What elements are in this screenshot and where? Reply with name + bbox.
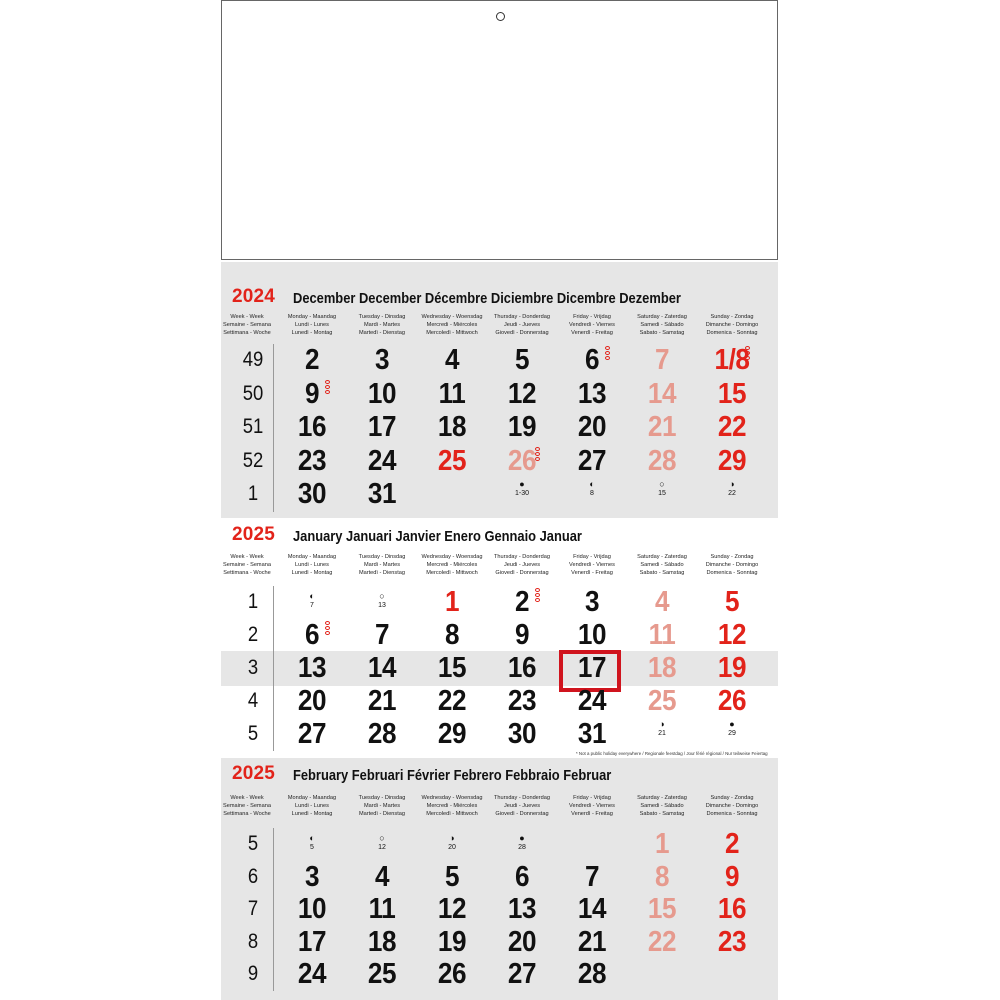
calendar-day[interactable]: 13 bbox=[577, 377, 607, 410]
calendar-day[interactable]: 9 bbox=[514, 619, 530, 651]
calendar-day[interactable]: 21 bbox=[367, 685, 397, 717]
calendar-day[interactable]: 9 bbox=[724, 860, 740, 893]
weekday-header bbox=[627, 314, 697, 337]
calendar-day[interactable]: 15 bbox=[437, 652, 467, 684]
weekday-header-line: Sabato - Samstag bbox=[639, 810, 685, 817]
week-number: 49 bbox=[242, 348, 264, 371]
week-header-line: Week - Week bbox=[230, 554, 264, 560]
weekday-header-line: Lundi - Lunes bbox=[295, 561, 329, 568]
calendar-day[interactable]: 7 bbox=[654, 344, 670, 376]
weekday-header-line: Samedi - Sábado bbox=[640, 802, 684, 809]
weekday-header bbox=[277, 314, 347, 337]
calendar-day[interactable]: 8 bbox=[444, 619, 460, 651]
calendar-day[interactable]: 27 bbox=[577, 444, 607, 477]
moon-phase bbox=[277, 834, 347, 852]
weekday-header-line: Giovedì - Donnerstag bbox=[495, 569, 549, 576]
weekday-header bbox=[627, 554, 697, 577]
calendar-day[interactable]: 1 bbox=[444, 586, 460, 618]
moon-phase-icon: ● bbox=[519, 479, 525, 489]
calendar-day[interactable]: 23 bbox=[717, 925, 747, 958]
calendar-day[interactable]: 3 bbox=[374, 344, 390, 376]
moon-phase-date: 12 bbox=[378, 844, 386, 851]
calendar-day[interactable]: 6 bbox=[514, 860, 530, 893]
calendar-day[interactable]: 19 bbox=[437, 925, 467, 958]
moon-phase-icon: ● bbox=[519, 833, 525, 843]
calendar-day[interactable]: 11 bbox=[438, 377, 466, 410]
week-column-divider bbox=[273, 586, 274, 751]
calendar-day[interactable]: 24 bbox=[577, 685, 607, 717]
weekday-header bbox=[487, 314, 557, 337]
weekday-header-line: Jeudi - Jueves bbox=[503, 561, 541, 568]
weekday-header-line: Sabato - Samstag bbox=[639, 569, 685, 576]
calendar-day[interactable]: 2 bbox=[304, 344, 320, 376]
week-number: 5 bbox=[247, 832, 259, 855]
weekday-header-line: Martedì - Dienstag bbox=[358, 569, 405, 576]
calendar-day[interactable]: 18 bbox=[437, 411, 467, 443]
calendar-day[interactable]: 11 bbox=[368, 893, 396, 925]
calendar-day[interactable]: 3 bbox=[584, 586, 600, 618]
weekday-header-line: Sunday - Zondag bbox=[710, 795, 754, 801]
weekday-header bbox=[697, 554, 767, 577]
moon-phase-date: 13 bbox=[378, 602, 386, 609]
moon-phase-icon: ○ bbox=[379, 591, 385, 601]
calendar-day[interactable]: 26 bbox=[507, 444, 537, 477]
calendar-day[interactable]: 22 bbox=[647, 925, 677, 958]
calendar-day[interactable]: 4 bbox=[654, 586, 670, 618]
moon-phase-date: 22 bbox=[728, 490, 736, 497]
calendar-day[interactable]: 7 bbox=[584, 860, 600, 893]
calendar-day[interactable]: 17 bbox=[577, 652, 607, 684]
calendar-day[interactable]: 25 bbox=[367, 958, 397, 990]
calendar-day[interactable]: 14 bbox=[647, 377, 677, 410]
calendar-day[interactable]: 2 bbox=[724, 828, 740, 860]
calendar-day[interactable]: 9 bbox=[304, 377, 320, 410]
month-year: 2025 bbox=[232, 763, 276, 784]
week-number: 2 bbox=[247, 623, 259, 646]
calendar-day[interactable]: 16 bbox=[717, 893, 747, 925]
calendar-day[interactable]: 1/8 bbox=[714, 344, 750, 376]
calendar-day[interactable]: 30 bbox=[507, 718, 537, 750]
week-number: 8 bbox=[247, 929, 259, 953]
weekday-header-line: Sunday - Zondag bbox=[710, 554, 754, 560]
marker-dot bbox=[535, 447, 540, 451]
week-header-line: Week - Week bbox=[230, 795, 264, 801]
weekday-header-line: Tuesday - Dinsdag bbox=[358, 314, 406, 320]
calendar-day[interactable]: 11 bbox=[648, 619, 676, 651]
weekday-header-line: Domenica - Sonntag bbox=[706, 569, 758, 576]
wall-calendar bbox=[221, 0, 778, 1000]
week-column-header bbox=[221, 795, 273, 818]
weekday-header bbox=[487, 795, 557, 818]
weekday-header-line: Domenica - Sonntag bbox=[706, 329, 758, 336]
weekday-header-line: Vendredi - Viernes bbox=[569, 802, 615, 809]
weekday-header-line: Wednesday - Woensdag bbox=[421, 554, 483, 560]
calendar-day[interactable]: 15 bbox=[647, 893, 677, 925]
moon-phase-date: 5 bbox=[310, 844, 314, 851]
moon-phase-date: 28 bbox=[518, 844, 526, 851]
marker-dot bbox=[535, 598, 540, 602]
marker-dot bbox=[745, 346, 750, 350]
weekday-header-line: Lunedì - Montag bbox=[291, 329, 333, 336]
weekday-header-line: Mercoledì - Mittwoch bbox=[426, 329, 478, 336]
calendar-day[interactable]: 22 bbox=[437, 685, 467, 717]
calendar-day[interactable]: 20 bbox=[577, 411, 607, 443]
marker-dot bbox=[325, 631, 330, 635]
week-header-line: Semaine - Semana bbox=[223, 561, 271, 568]
weekday-header bbox=[347, 314, 417, 337]
calendar-day[interactable]: 24 bbox=[367, 444, 397, 477]
week-number: 52 bbox=[242, 448, 264, 472]
calendar-day[interactable]: 15 bbox=[717, 377, 747, 410]
calendar-day[interactable]: 10 bbox=[297, 893, 327, 925]
weekday-header-line: Thursday - Donderdag bbox=[494, 554, 550, 560]
calendar-day[interactable]: 4 bbox=[374, 860, 390, 893]
moon-phase-icon: ◐ bbox=[309, 591, 315, 601]
calendar-day[interactable]: 10 bbox=[367, 377, 397, 410]
weekday-header-line: Venerdì - Freitag bbox=[571, 810, 613, 817]
calendar-day[interactable]: 25 bbox=[647, 685, 677, 717]
weekday-header-line: Lundi - Lunes bbox=[295, 321, 329, 328]
weekday-header-line: Tuesday - Dinsdag bbox=[358, 554, 406, 560]
marker-dot bbox=[535, 457, 540, 461]
calendar-day[interactable]: 5 bbox=[444, 860, 460, 893]
week-number: 1 bbox=[247, 482, 259, 505]
moon-phase-icon: ◑ bbox=[659, 719, 665, 729]
weekday-header bbox=[417, 314, 487, 337]
weekday-header-line: Venerdì - Freitag bbox=[571, 569, 613, 576]
week-number: 3 bbox=[247, 656, 259, 679]
calendar-day[interactable]: 21 bbox=[647, 411, 677, 443]
marker-dot bbox=[535, 593, 540, 597]
weekday-header-line: Lunedì - Montag bbox=[291, 810, 333, 817]
calendar-day[interactable]: 6 bbox=[584, 344, 600, 376]
month-year: 2024 bbox=[232, 286, 276, 307]
week-header-line: Settimana - Woche bbox=[223, 569, 271, 576]
weekday-header-line: Dimanche - Domingo bbox=[705, 802, 759, 809]
weekday-header-line: Saturday - Zaterdag bbox=[637, 795, 687, 801]
weekday-header-line: Monday - Maandag bbox=[287, 554, 337, 560]
weekday-header-line: Dimanche - Domingo bbox=[705, 321, 759, 328]
weekday-header-line: Domenica - Sonntag bbox=[706, 810, 758, 817]
weekday-header-line: Saturday - Zaterdag bbox=[637, 554, 687, 560]
calendar-day[interactable]: 24 bbox=[297, 958, 327, 990]
marker-dot bbox=[605, 351, 610, 355]
month-sheet-2 bbox=[221, 758, 778, 1000]
weekday-header-line: Mardi - Martes bbox=[363, 321, 401, 328]
weekday-header-line: Friday - Vrijdag bbox=[573, 795, 611, 801]
calendar-day[interactable]: 22 bbox=[717, 411, 747, 443]
calendar-day[interactable]: 8 bbox=[654, 860, 670, 893]
marker-dot bbox=[325, 380, 330, 384]
calendar-day[interactable]: 6 bbox=[304, 619, 320, 651]
weekday-header-line: Giovedì - Donnerstag bbox=[495, 329, 549, 336]
weekday-header-line: Lunedì - Montag bbox=[291, 569, 333, 576]
weekday-header-line: Mardi - Martes bbox=[363, 561, 401, 568]
weekday-header-line: Thursday - Donderdag bbox=[494, 795, 550, 801]
holiday-footnote: * Not a public holiday everywhere / Regionale feestdag / Jour férié régional / Nur teilweise Feiertag bbox=[576, 751, 768, 756]
weekday-header bbox=[557, 314, 627, 337]
weekday-header bbox=[627, 795, 697, 818]
calendar-day[interactable]: 29 bbox=[717, 444, 747, 477]
hanging-hole bbox=[496, 12, 505, 21]
weekday-header-line: Giovedì - Donnerstag bbox=[495, 810, 549, 817]
calendar-day[interactable]: 16 bbox=[297, 411, 327, 443]
regional-holiday-marker bbox=[325, 621, 337, 639]
regional-holiday-marker bbox=[325, 380, 337, 398]
week-header-line: Settimana - Woche bbox=[223, 329, 271, 336]
week-header-line: Semaine - Semana bbox=[223, 321, 271, 328]
marker-dot bbox=[605, 356, 610, 360]
moon-phase bbox=[627, 480, 697, 498]
weekday-header-line: Mercredi - Miércoles bbox=[426, 321, 478, 328]
weekday-header-line: Friday - Vrijdag bbox=[573, 554, 611, 560]
weekday-header bbox=[347, 554, 417, 577]
moon-phase-icon: ● bbox=[729, 719, 735, 729]
calendar-day[interactable]: 19 bbox=[507, 411, 537, 443]
weekday-header bbox=[417, 795, 487, 818]
moon-phase-icon: ○ bbox=[659, 479, 665, 489]
marker-dot bbox=[535, 588, 540, 592]
calendar-header-board bbox=[221, 0, 778, 260]
marker-dot bbox=[325, 621, 330, 625]
calendar-day[interactable]: 13 bbox=[507, 893, 537, 925]
moon-phase-icon: ◐ bbox=[589, 479, 595, 489]
week-number: 6 bbox=[247, 864, 259, 888]
calendar-day[interactable]: 2 bbox=[514, 586, 530, 618]
month-title: February Februari Février Febrero Febbraio Februar bbox=[293, 767, 612, 784]
weekday-header bbox=[417, 554, 487, 577]
regional-holiday-marker bbox=[535, 447, 547, 465]
weekday-header bbox=[277, 795, 347, 818]
week-number: 51 bbox=[242, 415, 264, 438]
weekday-header-line: Martedì - Dienstag bbox=[358, 810, 405, 817]
marker-dot bbox=[535, 452, 540, 456]
calendar-day[interactable]: 18 bbox=[647, 652, 677, 684]
week-number: 9 bbox=[247, 962, 259, 985]
calendar-day[interactable]: 5 bbox=[724, 586, 740, 618]
calendar-day[interactable]: 23 bbox=[507, 685, 537, 717]
weekday-header bbox=[487, 554, 557, 577]
weekday-header-line: Monday - Maandag bbox=[287, 314, 337, 320]
weekday-header-line: Jeudi - Jueves bbox=[503, 321, 541, 328]
week-number: 1 bbox=[247, 590, 259, 613]
weekday-header-line: Friday - Vrijdag bbox=[573, 314, 611, 320]
weekday-header-line: Wednesday - Woensdag bbox=[421, 795, 483, 801]
weekday-header bbox=[277, 554, 347, 577]
moon-phase bbox=[697, 720, 767, 738]
moon-phase bbox=[347, 592, 417, 610]
weekday-header-line: Vendredi - Viernes bbox=[569, 321, 615, 328]
week-header-line: Settimana - Woche bbox=[223, 810, 271, 817]
weekday-header-line: Vendredi - Viernes bbox=[569, 561, 615, 568]
calendar-day[interactable]: 26 bbox=[437, 958, 467, 990]
calendar-day[interactable]: 29 bbox=[437, 718, 467, 750]
weekday-header-line: Sunday - Zondag bbox=[710, 314, 754, 320]
weekday-header-line: Mercredi - Miércoles bbox=[426, 561, 478, 568]
week-number: 4 bbox=[247, 689, 259, 712]
calendar-day[interactable]: 28 bbox=[577, 958, 607, 990]
marker-dot bbox=[325, 626, 330, 630]
weekday-header-line: Tuesday - Dinsdag bbox=[358, 795, 406, 801]
week-header-line: Semaine - Semana bbox=[223, 802, 271, 809]
weekday-header-line: Lundi - Lunes bbox=[295, 802, 329, 809]
weekday-header-line: Martedì - Dienstag bbox=[358, 329, 405, 336]
calendar-day[interactable]: 27 bbox=[297, 718, 327, 750]
moon-phase-icon: ◐ bbox=[309, 833, 315, 843]
month-sheet-0 bbox=[221, 262, 778, 518]
week-column-header bbox=[221, 314, 273, 337]
weekday-header-line: Mardi - Martes bbox=[363, 802, 401, 809]
weekday-header-line: Wednesday - Woensdag bbox=[421, 314, 483, 320]
calendar-day[interactable]: 16 bbox=[507, 652, 537, 684]
moon-phase bbox=[487, 834, 557, 852]
weekday-header-line: Saturday - Zaterdag bbox=[637, 314, 687, 320]
weekday-header bbox=[557, 795, 627, 818]
weekday-header-line: Mercredi - Miércoles bbox=[426, 802, 478, 809]
weekday-header bbox=[557, 554, 627, 577]
weekday-header-line: Mercoledì - Mittwoch bbox=[426, 569, 478, 576]
weekday-header-line: Samedi - Sábado bbox=[640, 321, 684, 328]
marker-dot bbox=[745, 356, 750, 360]
calendar-day[interactable]: 26 bbox=[717, 685, 747, 717]
weekday-header-line: Venerdì - Freitag bbox=[571, 329, 613, 336]
calendar-day[interactable]: 21 bbox=[577, 925, 607, 958]
moon-phase bbox=[487, 480, 557, 498]
moon-phase bbox=[627, 720, 697, 738]
marker-dot bbox=[745, 351, 750, 355]
calendar-day[interactable]: 28 bbox=[647, 444, 677, 477]
calendar-day[interactable]: 3 bbox=[304, 860, 320, 893]
moon-phase-date: 8 bbox=[590, 490, 594, 497]
calendar-day[interactable]: 31 bbox=[577, 718, 607, 750]
calendar-day[interactable]: 10 bbox=[577, 619, 607, 651]
calendar-day[interactable]: 27 bbox=[507, 958, 537, 990]
weekday-header bbox=[697, 795, 767, 818]
regional-holiday-marker bbox=[535, 588, 547, 606]
week-column-divider bbox=[273, 344, 274, 512]
calendar-day[interactable]: 4 bbox=[444, 344, 460, 376]
weekday-header-line: Samedi - Sábado bbox=[640, 561, 684, 568]
calendar-day[interactable]: 20 bbox=[507, 925, 537, 958]
calendar-day[interactable]: 12 bbox=[717, 619, 747, 651]
month-sheet-1 bbox=[221, 518, 778, 758]
moon-phase-date: 20 bbox=[448, 844, 456, 851]
calendar-day[interactable]: 13 bbox=[297, 652, 327, 684]
month-title: January Januari Janvier Enero Gennaio Januar bbox=[293, 528, 582, 545]
calendar-day[interactable]: 14 bbox=[367, 652, 397, 684]
moon-phase bbox=[557, 480, 627, 498]
weekday-header-line: Monday - Maandag bbox=[287, 795, 337, 801]
week-column-divider bbox=[273, 828, 274, 991]
regional-holiday-marker bbox=[605, 346, 617, 364]
moon-phase-icon: ○ bbox=[379, 833, 385, 843]
moon-phase-date: 29 bbox=[728, 730, 736, 737]
week-header-line: Week - Week bbox=[230, 314, 264, 320]
weekday-header-line: Mercoledì - Mittwoch bbox=[426, 810, 478, 817]
calendar-day[interactable]: 31 bbox=[367, 478, 397, 510]
calendar-day[interactable]: 23 bbox=[297, 444, 327, 477]
month-year: 2025 bbox=[232, 524, 276, 545]
moon-phase bbox=[277, 592, 347, 610]
month-title: December December Décembre Diciembre Dicembre Dezember bbox=[293, 290, 681, 307]
calendar-day[interactable]: 1 bbox=[654, 828, 670, 860]
week-number: 50 bbox=[242, 381, 264, 405]
calendar-day[interactable]: 14 bbox=[577, 893, 607, 925]
calendar-day[interactable]: 18 bbox=[367, 925, 397, 958]
moon-phase bbox=[697, 480, 767, 498]
calendar-day[interactable]: 17 bbox=[297, 925, 327, 958]
weekday-header-line: Thursday - Donderdag bbox=[494, 314, 550, 320]
weekday-header-line: Jeudi - Jueves bbox=[503, 802, 541, 809]
calendar-day[interactable]: 12 bbox=[437, 893, 467, 925]
weekday-header-line: Sabato - Samstag bbox=[639, 329, 685, 336]
moon-phase bbox=[347, 834, 417, 852]
marker-dot bbox=[325, 385, 330, 389]
week-number: 7 bbox=[247, 897, 259, 920]
moon-phase-date: 7 bbox=[310, 602, 314, 609]
calendar-day[interactable]: 30 bbox=[297, 478, 327, 510]
moon-phase-date: 1-30 bbox=[514, 490, 529, 497]
marker-dot bbox=[325, 390, 330, 394]
calendar-day[interactable]: 7 bbox=[374, 619, 390, 651]
marker-dot bbox=[605, 346, 610, 350]
calendar-day[interactable]: 20 bbox=[297, 685, 327, 717]
moon-phase-date: 21 bbox=[658, 730, 666, 737]
calendar-day[interactable]: 25 bbox=[437, 444, 467, 477]
moon-phase-date: 15 bbox=[658, 490, 666, 497]
weekday-header-line: Dimanche - Domingo bbox=[705, 561, 759, 568]
weekday-header bbox=[347, 795, 417, 818]
calendar-day[interactable]: 5 bbox=[514, 344, 530, 376]
calendar-day[interactable]: 19 bbox=[717, 652, 747, 684]
weekday-header bbox=[697, 314, 767, 337]
calendar-day[interactable]: 28 bbox=[367, 718, 397, 750]
calendar-day[interactable]: 12 bbox=[507, 377, 537, 410]
calendar-day[interactable]: 17 bbox=[367, 411, 397, 443]
week-number: 5 bbox=[247, 722, 259, 745]
moon-phase-icon: ◑ bbox=[729, 479, 735, 489]
week-column-header bbox=[221, 554, 273, 577]
regional-holiday-marker bbox=[745, 346, 757, 364]
moon-phase-icon: ◑ bbox=[449, 833, 455, 843]
moon-phase bbox=[417, 834, 487, 852]
